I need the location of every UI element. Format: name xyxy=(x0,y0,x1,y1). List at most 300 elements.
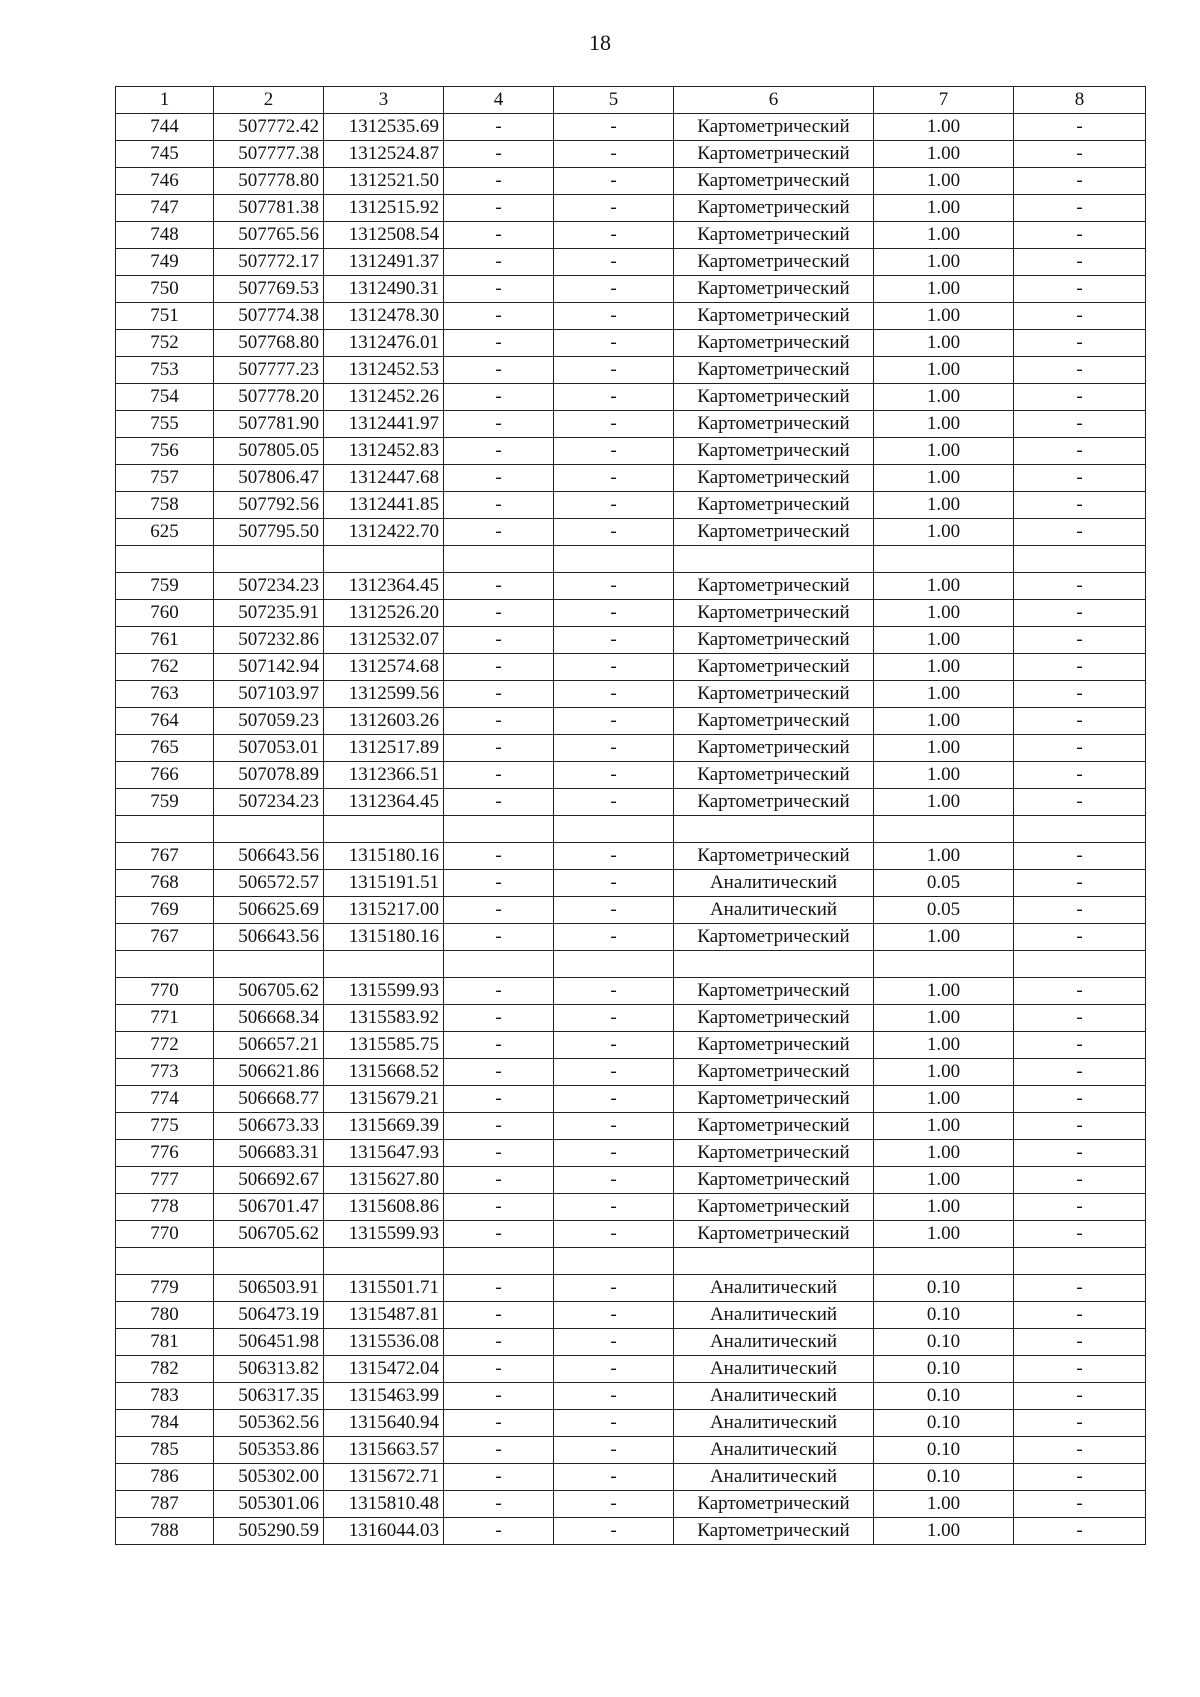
page-number: 18 xyxy=(589,30,611,55)
table-cell: Картометрический xyxy=(674,249,874,276)
table-cell: 1312476.01 xyxy=(324,330,444,357)
table-cell: - xyxy=(444,1032,554,1059)
table-cell: - xyxy=(554,168,674,195)
table-cell: 506668.77 xyxy=(214,1086,324,1113)
table-cell: 1312452.83 xyxy=(324,438,444,465)
table-cell: - xyxy=(554,762,674,789)
table-cell: - xyxy=(444,735,554,762)
table-cell: 1315583.92 xyxy=(324,1005,444,1032)
table-cell: - xyxy=(554,492,674,519)
table-cell: - xyxy=(444,249,554,276)
table-cell: Аналитический xyxy=(674,1329,874,1356)
table-cell: 1312441.97 xyxy=(324,411,444,438)
table-cell xyxy=(214,1248,324,1275)
table-cell: 760 xyxy=(116,600,214,627)
table-cell: - xyxy=(444,1086,554,1113)
table-cell: - xyxy=(444,1194,554,1221)
table-cell: - xyxy=(554,708,674,735)
table-cell: - xyxy=(444,195,554,222)
table-cell: - xyxy=(444,843,554,870)
table-cell xyxy=(444,816,554,843)
table-cell: 1312422.70 xyxy=(324,519,444,546)
table-cell: - xyxy=(554,357,674,384)
table-cell: 750 xyxy=(116,276,214,303)
table-cell: 1312535.69 xyxy=(324,114,444,141)
table-row xyxy=(116,681,1146,708)
coordinates-table xyxy=(115,86,1146,1545)
table-cell: - xyxy=(554,1005,674,1032)
table-row xyxy=(116,870,1146,897)
column-header: 5 xyxy=(554,87,674,114)
table-cell: Аналитический xyxy=(674,1437,874,1464)
table-cell: - xyxy=(554,303,674,330)
table-cell: 1312603.26 xyxy=(324,708,444,735)
table-cell: Картометрический xyxy=(674,1491,874,1518)
table-cell: 1.00 xyxy=(874,762,1014,789)
table-cell: - xyxy=(554,627,674,654)
table-cell: - xyxy=(444,114,554,141)
table-row xyxy=(116,897,1146,924)
table-row xyxy=(116,1059,1146,1086)
table-cell: 1.00 xyxy=(874,411,1014,438)
table-cell: 507103.97 xyxy=(214,681,324,708)
table-cell: - xyxy=(554,438,674,465)
table-cell: - xyxy=(444,1275,554,1302)
table-cell: - xyxy=(1014,789,1146,816)
table-cell: 1.00 xyxy=(874,141,1014,168)
column-header: 2 xyxy=(214,87,324,114)
table-row xyxy=(116,411,1146,438)
table-cell: - xyxy=(1014,1383,1146,1410)
table-cell: - xyxy=(444,1005,554,1032)
table-cell: Картометрический xyxy=(674,276,874,303)
table-cell: 1312515.92 xyxy=(324,195,444,222)
table-cell: Картометрический xyxy=(674,1059,874,1086)
table-cell: 507778.80 xyxy=(214,168,324,195)
table-row xyxy=(116,1032,1146,1059)
table-cell: 505362.56 xyxy=(214,1410,324,1437)
table-cell: Картометрический xyxy=(674,843,874,870)
table-cell: 1312452.53 xyxy=(324,357,444,384)
table-cell: 506313.82 xyxy=(214,1356,324,1383)
table-cell: 0.10 xyxy=(874,1275,1014,1302)
table-cell: - xyxy=(554,600,674,627)
table-cell: 505353.86 xyxy=(214,1437,324,1464)
table-row xyxy=(116,762,1146,789)
table-cell: 747 xyxy=(116,195,214,222)
table-cell: 506692.67 xyxy=(214,1167,324,1194)
table-cell: 778 xyxy=(116,1194,214,1221)
table-cell: 507805.05 xyxy=(214,438,324,465)
table-cell: 1.00 xyxy=(874,492,1014,519)
table-cell: 1312447.68 xyxy=(324,465,444,492)
table-cell xyxy=(214,546,324,573)
table-cell: Картометрический xyxy=(674,411,874,438)
table-cell: 506643.56 xyxy=(214,843,324,870)
table-separator-row xyxy=(116,816,1146,843)
table-cell: 1.00 xyxy=(874,1086,1014,1113)
table-cell: - xyxy=(444,654,554,681)
table-row xyxy=(116,1194,1146,1221)
table-row xyxy=(116,384,1146,411)
table-cell: 1315599.93 xyxy=(324,1221,444,1248)
table-cell: 507774.38 xyxy=(214,303,324,330)
table-cell: 1.00 xyxy=(874,1167,1014,1194)
table-cell: - xyxy=(444,222,554,249)
table-cell: - xyxy=(1014,384,1146,411)
table-cell: - xyxy=(444,1410,554,1437)
table-cell: 745 xyxy=(116,141,214,168)
table-cell: 780 xyxy=(116,1302,214,1329)
table-row xyxy=(116,1410,1146,1437)
table-cell: 507772.42 xyxy=(214,114,324,141)
table-cell: 769 xyxy=(116,897,214,924)
table-cell: - xyxy=(444,600,554,627)
table-cell: 1.00 xyxy=(874,735,1014,762)
table-cell: 759 xyxy=(116,789,214,816)
table-cell xyxy=(214,816,324,843)
table-cell: 0.10 xyxy=(874,1302,1014,1329)
table-cell: - xyxy=(444,1167,554,1194)
table-cell: 1315640.94 xyxy=(324,1410,444,1437)
table-cell: - xyxy=(554,519,674,546)
table-cell: - xyxy=(1014,195,1146,222)
table-cell xyxy=(1014,816,1146,843)
table-cell: 507234.23 xyxy=(214,789,324,816)
table-cell: 1.00 xyxy=(874,1518,1014,1545)
table-cell: - xyxy=(554,1113,674,1140)
table-cell: 784 xyxy=(116,1410,214,1437)
table-cell: 1312452.26 xyxy=(324,384,444,411)
table-cell: 1.00 xyxy=(874,1032,1014,1059)
column-header: 4 xyxy=(444,87,554,114)
table-cell: - xyxy=(444,1059,554,1086)
table-cell: Картометрический xyxy=(674,1113,874,1140)
table-cell: - xyxy=(554,384,674,411)
table-cell: - xyxy=(1014,276,1146,303)
table-cell xyxy=(324,951,444,978)
table-cell: 507235.91 xyxy=(214,600,324,627)
table-row xyxy=(116,330,1146,357)
table-cell: 0.10 xyxy=(874,1437,1014,1464)
table-cell: 1315180.16 xyxy=(324,843,444,870)
table-row xyxy=(116,1383,1146,1410)
table-cell xyxy=(116,1248,214,1275)
table-cell: 773 xyxy=(116,1059,214,1086)
table-cell: - xyxy=(554,897,674,924)
table-cell: 752 xyxy=(116,330,214,357)
table-cell: 507078.89 xyxy=(214,762,324,789)
table-cell: 506451.98 xyxy=(214,1329,324,1356)
table-cell: 1315585.75 xyxy=(324,1032,444,1059)
table-cell: - xyxy=(1014,978,1146,1005)
table-cell: - xyxy=(1014,1032,1146,1059)
table-cell xyxy=(874,546,1014,573)
table-cell: 506621.86 xyxy=(214,1059,324,1086)
table-cell: 505302.00 xyxy=(214,1464,324,1491)
table-cell: 772 xyxy=(116,1032,214,1059)
table-cell: 1.00 xyxy=(874,1491,1014,1518)
table-cell: - xyxy=(444,438,554,465)
table-cell xyxy=(324,546,444,573)
table-cell: 507765.56 xyxy=(214,222,324,249)
table-cell: - xyxy=(1014,573,1146,600)
table-cell: - xyxy=(554,1356,674,1383)
table-cell: 507777.23 xyxy=(214,357,324,384)
table-cell: - xyxy=(1014,519,1146,546)
table-cell: - xyxy=(1014,357,1146,384)
table-cell: - xyxy=(1014,681,1146,708)
table-cell: Картометрический xyxy=(674,600,874,627)
table-cell: - xyxy=(554,411,674,438)
table-cell: Картометрический xyxy=(674,330,874,357)
table-row xyxy=(116,438,1146,465)
table-cell: - xyxy=(1014,141,1146,168)
table-cell: - xyxy=(1014,870,1146,897)
table-cell: 1.00 xyxy=(874,384,1014,411)
table-cell: 0.10 xyxy=(874,1329,1014,1356)
table-cell: Картометрический xyxy=(674,384,874,411)
table-cell xyxy=(116,951,214,978)
table-cell: Картометрический xyxy=(674,1221,874,1248)
table-cell: Картометрический xyxy=(674,978,874,1005)
table-cell: 1.00 xyxy=(874,654,1014,681)
table-cell: - xyxy=(444,978,554,1005)
table-cell: 1315472.04 xyxy=(324,1356,444,1383)
table-cell: - xyxy=(554,1221,674,1248)
table-cell: 768 xyxy=(116,870,214,897)
table-cell: - xyxy=(1014,924,1146,951)
table-cell: Картометрический xyxy=(674,222,874,249)
table-cell xyxy=(324,816,444,843)
table-cell: - xyxy=(444,303,554,330)
table-cell xyxy=(554,816,674,843)
table-cell: 1.00 xyxy=(874,114,1014,141)
table-cell: Картометрический xyxy=(674,465,874,492)
table-cell: 1315668.52 xyxy=(324,1059,444,1086)
table-cell: 1312517.89 xyxy=(324,735,444,762)
table-cell xyxy=(874,951,1014,978)
table-cell: - xyxy=(1014,1140,1146,1167)
table-cell: 1315463.99 xyxy=(324,1383,444,1410)
table-cell: 506673.33 xyxy=(214,1113,324,1140)
table-cell: 506701.47 xyxy=(214,1194,324,1221)
table-cell: 759 xyxy=(116,573,214,600)
table-cell: - xyxy=(554,1059,674,1086)
table-cell: - xyxy=(444,1113,554,1140)
table-cell: - xyxy=(1014,735,1146,762)
table-cell: 771 xyxy=(116,1005,214,1032)
table-cell: Картометрический xyxy=(674,1005,874,1032)
table-cell: Картометрический xyxy=(674,1518,874,1545)
table-cell: 779 xyxy=(116,1275,214,1302)
table-cell: Картометрический xyxy=(674,1086,874,1113)
table-row xyxy=(116,1491,1146,1518)
table-row xyxy=(116,627,1146,654)
table-cell: 1312364.45 xyxy=(324,573,444,600)
table-cell: 1312532.07 xyxy=(324,627,444,654)
table-cell: - xyxy=(1014,1167,1146,1194)
table-cell: - xyxy=(1014,1275,1146,1302)
table-cell: - xyxy=(1014,843,1146,870)
table-cell: - xyxy=(554,249,674,276)
table-cell xyxy=(674,546,874,573)
table-cell: Картометрический xyxy=(674,1140,874,1167)
table-cell: - xyxy=(554,870,674,897)
table-row xyxy=(116,519,1146,546)
table-cell: 0.10 xyxy=(874,1464,1014,1491)
table-cell: - xyxy=(554,1491,674,1518)
table-cell: - xyxy=(444,573,554,600)
table-cell: 507795.50 xyxy=(214,519,324,546)
table-cell: 755 xyxy=(116,411,214,438)
table-cell: - xyxy=(1014,249,1146,276)
table-cell: - xyxy=(554,195,674,222)
table-cell: Картометрический xyxy=(674,789,874,816)
table-cell: - xyxy=(554,114,674,141)
table-cell: Аналитический xyxy=(674,1464,874,1491)
table-cell: 507806.47 xyxy=(214,465,324,492)
table-cell: - xyxy=(1014,1005,1146,1032)
table-cell: 1.00 xyxy=(874,276,1014,303)
table-cell: - xyxy=(554,276,674,303)
table-cell: 1315679.21 xyxy=(324,1086,444,1113)
table-cell: 1312599.56 xyxy=(324,681,444,708)
table-cell: 1312574.68 xyxy=(324,654,444,681)
table-cell: 756 xyxy=(116,438,214,465)
table-cell: - xyxy=(1014,1059,1146,1086)
table-cell: 1.00 xyxy=(874,600,1014,627)
table-cell: - xyxy=(1014,1464,1146,1491)
table-cell: 506643.56 xyxy=(214,924,324,951)
table-cell: 777 xyxy=(116,1167,214,1194)
table-cell: 507792.56 xyxy=(214,492,324,519)
table-cell: 1316044.03 xyxy=(324,1518,444,1545)
table-cell: 1.00 xyxy=(874,330,1014,357)
table-cell: 1315647.93 xyxy=(324,1140,444,1167)
table-cell: 507778.20 xyxy=(214,384,324,411)
table-cell: - xyxy=(444,357,554,384)
table-cell: Аналитический xyxy=(674,1383,874,1410)
table-cell: - xyxy=(1014,600,1146,627)
table-cell: Аналитический xyxy=(674,870,874,897)
table-cell: - xyxy=(1014,222,1146,249)
table-cell: - xyxy=(444,1140,554,1167)
column-header: 1 xyxy=(116,87,214,114)
table-cell: Картометрический xyxy=(674,168,874,195)
table-row xyxy=(116,978,1146,1005)
table-cell: 507768.80 xyxy=(214,330,324,357)
table-cell: Картометрический xyxy=(674,762,874,789)
table-row xyxy=(116,1302,1146,1329)
table-cell: 1312524.87 xyxy=(324,141,444,168)
table-cell: 1.00 xyxy=(874,168,1014,195)
table-cell: 785 xyxy=(116,1437,214,1464)
table-cell: Аналитический xyxy=(674,1410,874,1437)
table-cell: - xyxy=(444,384,554,411)
table-cell: 749 xyxy=(116,249,214,276)
table-cell: - xyxy=(554,573,674,600)
table-cell: - xyxy=(554,978,674,1005)
table-cell: - xyxy=(554,789,674,816)
table-cell: 764 xyxy=(116,708,214,735)
table-cell: Картометрический xyxy=(674,627,874,654)
table-cell: 506503.91 xyxy=(214,1275,324,1302)
table-cell: 1.00 xyxy=(874,1221,1014,1248)
table-cell: 506625.69 xyxy=(214,897,324,924)
table-separator-row xyxy=(116,1248,1146,1275)
table-cell: 788 xyxy=(116,1518,214,1545)
table-cell: 1315810.48 xyxy=(324,1491,444,1518)
table-cell: 1312364.45 xyxy=(324,789,444,816)
table-cell: 763 xyxy=(116,681,214,708)
table-cell: - xyxy=(1014,1113,1146,1140)
table-cell: - xyxy=(1014,897,1146,924)
table-cell: 505290.59 xyxy=(214,1518,324,1545)
table-cell: 1.00 xyxy=(874,303,1014,330)
table-cell: 1.00 xyxy=(874,1140,1014,1167)
table-cell: 506657.21 xyxy=(214,1032,324,1059)
table-cell xyxy=(116,546,214,573)
table-cell: 775 xyxy=(116,1113,214,1140)
table-row xyxy=(116,276,1146,303)
table-cell: - xyxy=(554,735,674,762)
table-cell: 782 xyxy=(116,1356,214,1383)
table-cell: 0.05 xyxy=(874,897,1014,924)
table-cell: 0.05 xyxy=(874,870,1014,897)
table-cell: 506572.57 xyxy=(214,870,324,897)
table-cell: - xyxy=(554,1140,674,1167)
table-cell: - xyxy=(1014,330,1146,357)
table-cell: Аналитический xyxy=(674,1275,874,1302)
table-cell: - xyxy=(554,681,674,708)
table-row xyxy=(116,573,1146,600)
table-cell: - xyxy=(1014,762,1146,789)
table-cell: 506317.35 xyxy=(214,1383,324,1410)
table-cell: 781 xyxy=(116,1329,214,1356)
table-cell: - xyxy=(444,627,554,654)
table-cell: 774 xyxy=(116,1086,214,1113)
table-cell xyxy=(674,1248,874,1275)
table-row xyxy=(116,114,1146,141)
table-row xyxy=(116,1086,1146,1113)
table-row xyxy=(116,357,1146,384)
table-cell: 757 xyxy=(116,465,214,492)
table-cell: 1312366.51 xyxy=(324,762,444,789)
table-cell: 1312490.31 xyxy=(324,276,444,303)
table-cell: 507772.17 xyxy=(214,249,324,276)
table-cell: Картометрический xyxy=(674,141,874,168)
table-cell: 1.00 xyxy=(874,438,1014,465)
table-cell: - xyxy=(1014,1302,1146,1329)
table-row xyxy=(116,1167,1146,1194)
table-cell: - xyxy=(444,1383,554,1410)
table-cell: - xyxy=(444,519,554,546)
table-cell xyxy=(1014,1248,1146,1275)
table-cell: 1312441.85 xyxy=(324,492,444,519)
table-cell: - xyxy=(554,222,674,249)
table-cell: - xyxy=(554,1086,674,1113)
table-cell xyxy=(674,816,874,843)
table-separator-row xyxy=(116,546,1146,573)
table-cell: 1315608.86 xyxy=(324,1194,444,1221)
table-cell: - xyxy=(1014,708,1146,735)
table-cell: 783 xyxy=(116,1383,214,1410)
table-cell: Картометрический xyxy=(674,195,874,222)
table-cell: 753 xyxy=(116,357,214,384)
table-cell: 1.00 xyxy=(874,1113,1014,1140)
column-header: 7 xyxy=(874,87,1014,114)
